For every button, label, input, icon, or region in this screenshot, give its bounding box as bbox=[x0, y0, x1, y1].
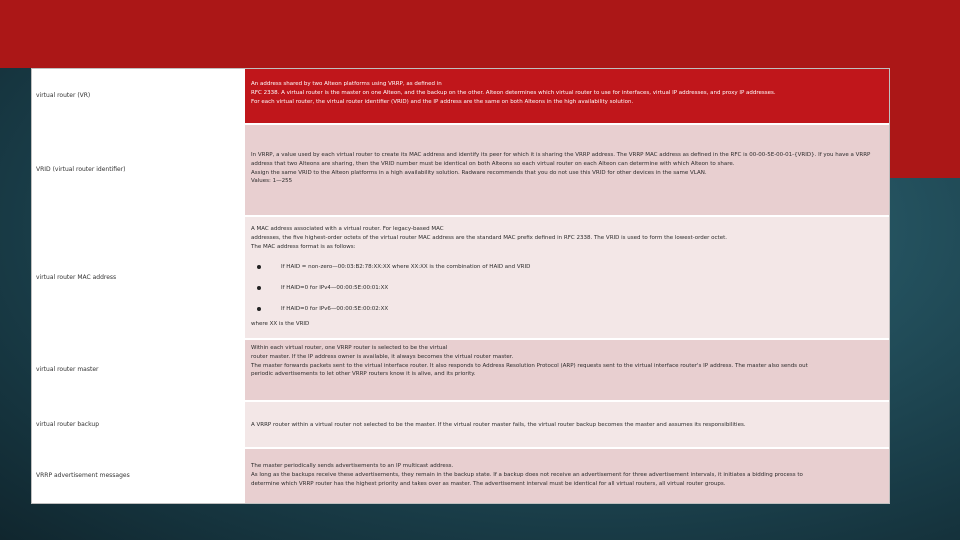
term-cell bbox=[32, 69, 243, 123]
description-line: A VRRP router within a virtual router not selected to be the master. If the virtual router master fails, the virtual router backup becomes the master and assumes its responsibilities. bbox=[251, 422, 746, 429]
description-cell bbox=[245, 340, 889, 400]
description-line: where XX is the VRID bbox=[251, 320, 310, 327]
description-line: RFC 2338. A virtual router is the master on one Alteon, and the backup on the other. Alteon determines which virtual router to use for interfaces, virtual IP addresses, and proxy IP addresses. bbox=[251, 89, 776, 96]
description-line: The master periodically sends advertisements to an IP multicast address. bbox=[251, 463, 454, 469]
description-cell bbox=[245, 217, 889, 338]
list-item: If HAID=0 for IPv6—00:00:5E:00:02:XX bbox=[251, 305, 881, 314]
description-line: periodic advertisements to let other VRRP routers know it is alive, and its priority. bbox=[251, 371, 476, 378]
description-line: Values: 1—255 bbox=[251, 178, 293, 185]
description-line: In VRRP, a value used by each virtual router to create its MAC address and identify its peer for which it is sharing the VRRP address. The VRRP MAC address as defined in the RFC is 00-00-5E-00-01-{VRID}. If you have a VRRP address that two Alteons are sharing, then the VRID number must be identical on both Alteons so each virtual router on each Alteon can determine with which Alteon to share. bbox=[251, 152, 871, 167]
mac-format-list bbox=[251, 263, 881, 313]
list-item: If HAID=0 for IPv4—00:00:5E:00:01:XX bbox=[251, 284, 881, 293]
description-line: As long as the backups receive these advertisements, they remain in the backup state. If a backup does not receive an advertisement for three advertisement intervals, it initiates a bidding process to bbox=[251, 471, 803, 478]
term-label: virtual router master bbox=[36, 366, 99, 373]
vrrp-terms-table bbox=[31, 68, 890, 504]
description-line: The master forwards packets sent to the virtual interface router. It also responds to Address Resolution Protocol (ARP) requests sent to the virtual interface router's IP address. The master also sends out bbox=[251, 362, 808, 369]
term-label: virtual router backup bbox=[36, 420, 100, 428]
term-label: VRRP advertisement messages bbox=[36, 472, 130, 479]
description-line: determine which VRRP router has the highest priority and takes over as master. The advertisement interval must be identical for all virtual routers, all virtual router groups. bbox=[251, 480, 726, 487]
term-cell bbox=[32, 402, 243, 447]
description-line: Assign the same VRID to the Alteon platforms in a high availability solution. Radware recommends that you do not use this VRID for other devices in the same VLAN. bbox=[251, 169, 707, 176]
description-cell bbox=[245, 449, 889, 503]
top-red-band bbox=[0, 0, 890, 68]
description-line: addresses, the five highest-order octets of the virtual router MAC address are the standard MAC prefix defined in RFC 2338. The VRID is used to form the lowest-order octet. bbox=[251, 234, 727, 241]
term-cell bbox=[32, 217, 243, 338]
right-red-band bbox=[890, 0, 960, 178]
description-line: An address shared by two Alteon platforms using VRRP, as defined in bbox=[251, 81, 442, 87]
description-line: A MAC address associated with a virtual router. For legacy-based MAC bbox=[251, 226, 444, 232]
description-cell bbox=[245, 125, 889, 215]
description-cell bbox=[245, 69, 889, 123]
term-cell bbox=[32, 340, 243, 400]
description-line: For each virtual router, the virtual router identifier (VRID) and the IP address are the same on both Alteons in the high availability solution. bbox=[251, 98, 634, 105]
description-line: Within each virtual router, one VRRP router is selected to be the virtual bbox=[251, 345, 448, 351]
term-label: virtual router (VR) bbox=[36, 92, 91, 99]
term-cell bbox=[32, 449, 243, 503]
description-line: router master. If the IP address owner is available, it always becomes the virtual router master. bbox=[251, 353, 514, 360]
list-item: If HAID = non-zero—00:03:B2:78:XX:XX where XX:XX is the combination of HAID and VRID bbox=[251, 263, 881, 272]
term-cell bbox=[32, 125, 243, 215]
description-line: The MAC address format is as follows: bbox=[251, 243, 356, 250]
term-label: virtual router MAC address bbox=[36, 273, 117, 281]
term-label: VRID (virtual router identifier) bbox=[36, 166, 126, 173]
description-cell bbox=[245, 402, 889, 447]
